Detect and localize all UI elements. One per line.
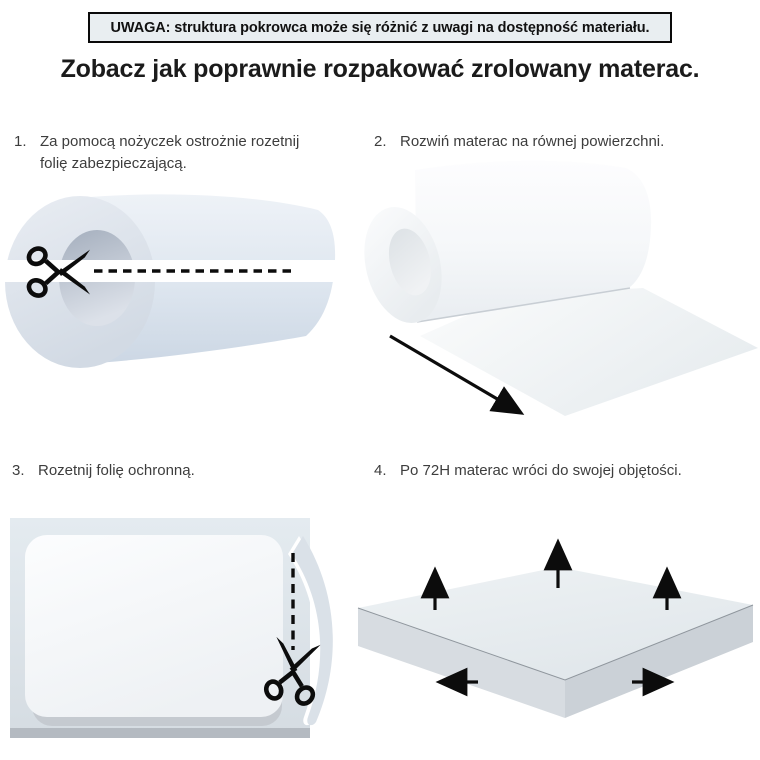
step-3-number: 3. [12,462,25,479]
step-1-text: Za pomocą nożyczek ostrożnie rozetnij folię zabezpieczającą. [40,133,300,172]
step-2-label [374,131,754,153]
foil-bottom-edge [10,728,310,738]
page-title: Zobacz jak poprawnie rozpakować zrolowany materac. [60,55,700,83]
step-1-label [14,131,344,175]
notice-banner-text: UWAGA: struktura pokrowca może się różnić z uwagi na dostępność materiału. [110,19,650,36]
step-3-label [12,460,352,482]
illustration-roll-cutting [0,190,340,410]
step-3-text: Rozetnij folię ochronną. [38,462,195,479]
notice-banner [88,12,672,43]
step-2-text: Rozwiń materac na równej powierzchni. [400,133,665,150]
step-4-label [374,460,754,482]
illustration-foil-cutting [0,510,360,755]
illustration-unrolling [360,158,760,428]
step-4-text: Po 72H materac wróci do swojej objętości. [400,462,682,479]
step-2-number: 2. [374,133,387,150]
illustration-expanding [350,530,760,750]
step-1-number: 1. [14,133,27,150]
mattress-slab [358,567,753,718]
step-4-number: 4. [374,462,387,479]
mattress [25,535,283,717]
